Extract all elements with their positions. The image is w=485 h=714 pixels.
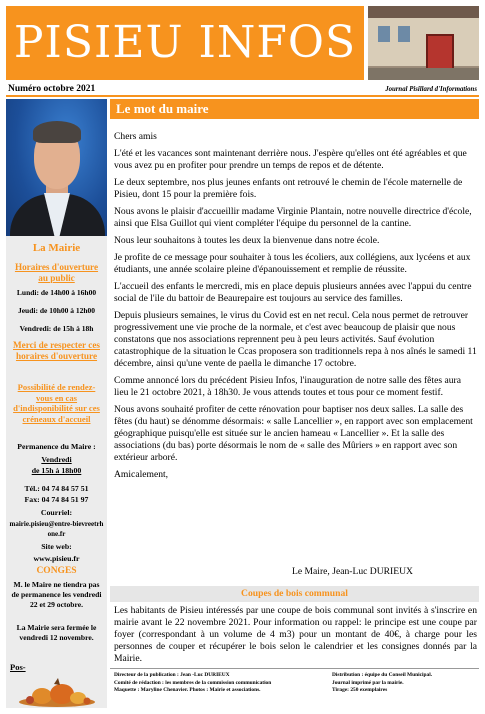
paragraph: Je profite de ce message pour souhaiter à tous les écoliers, aux collégiens, aux lycéens et aux étudiants, une année scolaire pleine d'épanouissement et remplie de réussite. <box>114 252 471 275</box>
phone-number: Tél.: 04 74 84 57 51 <box>24 484 89 493</box>
mayor-portrait <box>6 99 107 236</box>
paragraph: Nous avons le plaisir d'accueillir madame Virginie Plantain, notre nouvelle directrice d'école, ainsi que Elsa Guillot qui vient compléter l'équipe du personnel de la cantine. <box>114 206 472 229</box>
paragraph: L'accueil des enfants le mercredi, mis en place depuis plusieurs années avec l'appui du centre social de l'ile du battoir de Beaurepaire est toujours au service des familles. <box>114 281 472 304</box>
hours-friday: Vendredi: de 15h à 18h <box>19 324 94 333</box>
header-divider <box>6 95 479 97</box>
respect-note: Merci de respecter ces horaires d'ouverture <box>13 340 100 361</box>
mayor-word-body <box>114 131 477 486</box>
paragraph: Chers amis <box>114 131 157 142</box>
closure-text: La Mairie sera fermée le vendredi 12 novembre. <box>16 623 97 642</box>
permanence-title: Permanence du Maire : <box>17 442 96 451</box>
masthead-title: PISIEU INFOS <box>13 17 357 68</box>
issue-label: Numéro octobre 2021 <box>8 84 96 94</box>
footer-divider <box>110 668 479 669</box>
website-link[interactable]: www.pisieu.fr <box>33 554 80 563</box>
footer-director: Directeur de la publication : Jean -Luc DURIEUX <box>114 672 230 678</box>
footer-layout: Maquette : Maryline Chenavier. Photos : Mairie et associations. <box>114 687 261 693</box>
permanence-time: de 15h à 18h00 <box>31 466 82 475</box>
journal-label: Journal Pisillard d'Informations <box>385 86 477 93</box>
footer-print-run: Tirage: 250 exemplaires <box>332 687 388 693</box>
footer-distribution-team: Distribution : équipe du Conseil Municipal. <box>332 672 433 678</box>
hours-monday: Lundi: de 14h00 à 16h00 <box>16 288 97 297</box>
footer-committee: Comité de rédaction : les membres de la commission communication <box>114 679 272 686</box>
mayor-signature: Le Maire, Jean-Luc DURIEUX <box>292 566 413 577</box>
mairie-sidebar <box>6 236 107 708</box>
email-link[interactable]: mairie.pisieu@entre-bievreetrhone.fr <box>9 520 104 538</box>
paragraph: Nous avons souhaité profiter de cette rénovation pour baptiser nos deux salles. La salle des fêtes (du haut) se dénomme désormais: « salle Lancellier », en rapport avec son emplacement géographique puisqu'elle est située sur le ancien hameau « Lancellier ». Et la salle des associations (du bas) porte désormais le nom de « salle des Mûriers » en rapport avec son extérieur arboré. <box>114 404 473 463</box>
paragraph: Le deux septembre, nos plus jeunes enfants ont retrouvé le chemin de l'école maternelle de Pisieu, dont 15 pour la première fois. <box>114 177 463 200</box>
paragraph: Nous leur souhaitons à toutes les deux la bienvenue dans notre école. <box>114 235 380 246</box>
wood-cutting-header: Coupes de bois communal <box>110 586 479 602</box>
conges-title: CONGES <box>36 566 77 576</box>
fax-number: Fax: 04 74 84 51 97 <box>24 495 89 504</box>
conges-text: M. le Maire ne tiendra pas de permanence les vendredi 22 et 29 octobre. <box>11 580 102 609</box>
footer-distribution <box>332 672 480 695</box>
paragraph: Amicalement, <box>114 469 169 480</box>
footer-printing: Journal imprimé par la mairie. <box>332 679 404 686</box>
footer-credits <box>114 672 324 695</box>
paragraph: Depuis plusieurs semaines, le virus du Covid est en net recul. Cela nous permet de retrouver progressivement une vie proche de la normale, et c'est avec beaucoup de plaisir que nous constatons que nos associations reprennent peu à peu leurs activités. Sauf évolution catastrophique de la situation le Ccas proposera son traditionnels repa à nos aînés le samedi 11 décembre, ainsi qu'une vente de paella le dimanche 17 octobre. <box>114 310 477 369</box>
email-label: Courriel: <box>40 508 73 517</box>
paragraph: Comme annoncé lors du précédent Pisieu Infos, l'inauguration de notre salle des fêtes aura lieu le 21 octobre 2021, à 18h30. Je vous attends toutes et tous pour ce moment festif. <box>114 375 461 398</box>
town-hall-photo <box>368 6 479 80</box>
paragraph: L'été et les vacances sont maintenant derrière nous. J'espère qu'elles ont été agréables et que vous avez pu en profiter pour prendre un temps de repos et de détente. <box>114 148 467 171</box>
permanence-day: Vendredi <box>41 455 72 464</box>
pos-label: Pos- <box>10 662 26 672</box>
hours-thursday: Jeudi: de 10h00 à 12h00 <box>17 306 96 315</box>
wood-cutting-text: Les habitants de Pisieu intéressés par une coupe de bois communal sont invités à s'inscrire en mairie avant le 22 novembre 2021. Pour information ou rappel: le principe est une coupe par foyer (correspondant à un volume de 4 m3) pour un montant de 40€, à charge pour les personnes de couper et récupérer le bois selon le calendrier et les consignes donnés par la Mairie. <box>114 605 477 664</box>
appointment-note: Possibilité de rendez-vous en cas d'indisponibilité sur ces créneaux d'accueil <box>13 382 100 424</box>
masthead-banner <box>6 6 364 80</box>
website-label: Site web: <box>41 542 72 551</box>
sidebar-title: La Mairie <box>32 242 81 254</box>
hours-title: Horaires d'ouverture au public <box>14 262 99 283</box>
autumn-decoration-icon <box>14 676 100 708</box>
mayor-word-header: Le mot du maire <box>110 99 479 119</box>
